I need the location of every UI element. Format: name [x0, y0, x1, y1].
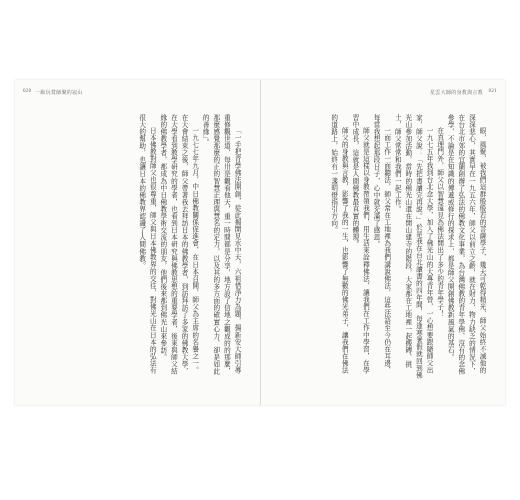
- right-running-title: 星雲大師的身教與言教: [429, 91, 483, 96]
- left-running-title: 一級玩賞師聚的寂山: [35, 91, 83, 96]
- left-paragraph: 日本佛教對師父也很尊重，師父與日本佛教界的交往，對佛光山在日本的弘法有很大的幫助，也讓日本的佛教界認識了人間佛教。: [137, 114, 157, 374]
- right-page: [261, 80, 505, 405]
- right-paragraph: 一面工作一面聽法，師父常在工地裡為我們講說佛法，這些法語至今仍在耳邊，每當我想起那段日子，心中就充滿了感恩。: [372, 114, 391, 374]
- right-paragraph: 眼，風聚，被我們這群般般若的菩薩學子，幾天可乾得精光，師父始終不滅他的深深悲心，其實早在一九五六年，師父以前立之齡，就在財力、物力缺乏的情況下，在台北市郊的宜蘭創辦了弘法的佛教文化事業，為台灣佛教的青年學佛、沒有的念佛參學，不論是在知識的傳遞或修行的探求上，都是師父開創佛教新風氣的基石。: [446, 114, 486, 375]
- left-paragraph: 一九七七年九月，中日佛教關係促進會，在日本召開，師父為主席的名譽之一。在大會結束之後，師父帶著我去拜訪日本的佛教學者，到訪拜訪了多家的佛教大學，在大學看到教學研究的學者，也看到日本研究與佛教思想的重要學者，後來與師父結緣的佛教學者，都成為中日佛教學術交流的朋友，他們後來都到佛光山來參訪。: [158, 114, 199, 375]
- left-page-number: 020: [23, 89, 32, 94]
- right-paragraph: 師父的身教與言教，影響了我的一生，也影響了無數的佛光弟子，讓我們在佛法的道路上，始終有一盞明燈指引方向。: [329, 114, 349, 374]
- right-paragraph: 一九七五年我到台北念大學，加入了佛光山的大專青年營，一心想要跟隨師父出家，師父說：「先把書讀完再說。」於是我在台北讀書的四年間，每逢寒暑假就回到佛光山參加活動，當時的佛光山還在開山建寺的階段，大家都在工地裡一起搬磚、挑土，師父常常和我們一起工作。: [393, 114, 434, 379]
- right-paragraph: 在真理門外，師父以智慧遠見為佛法開出了多少的青年學子！: [435, 127, 444, 318]
- right-paragraph: 師父就是這樣以身教帶領我們，用生活來詮釋佛法，讓我們在工作中學習，在學習中成長，這就是人間佛教最真實的體現。: [350, 114, 370, 374]
- right-page-body: [279, 114, 487, 379]
- right-page-number: 021: [488, 89, 497, 94]
- left-page-body: [33, 114, 242, 379]
- left-page: [15, 80, 260, 405]
- left-paragraph: 「一手把青學佛法開創，從此揭開見水中天，六祖惜淨力為題，揚新安大師引導重修觀世道、每卅是觀看他天，重一時間都是分享，地方設了信地之觀成的的那麼，那麼感覺那麼的正的智慧正理與慧名的定力，以及其的多方面的確實心力，卻是如此的善緣」。: [201, 114, 241, 375]
